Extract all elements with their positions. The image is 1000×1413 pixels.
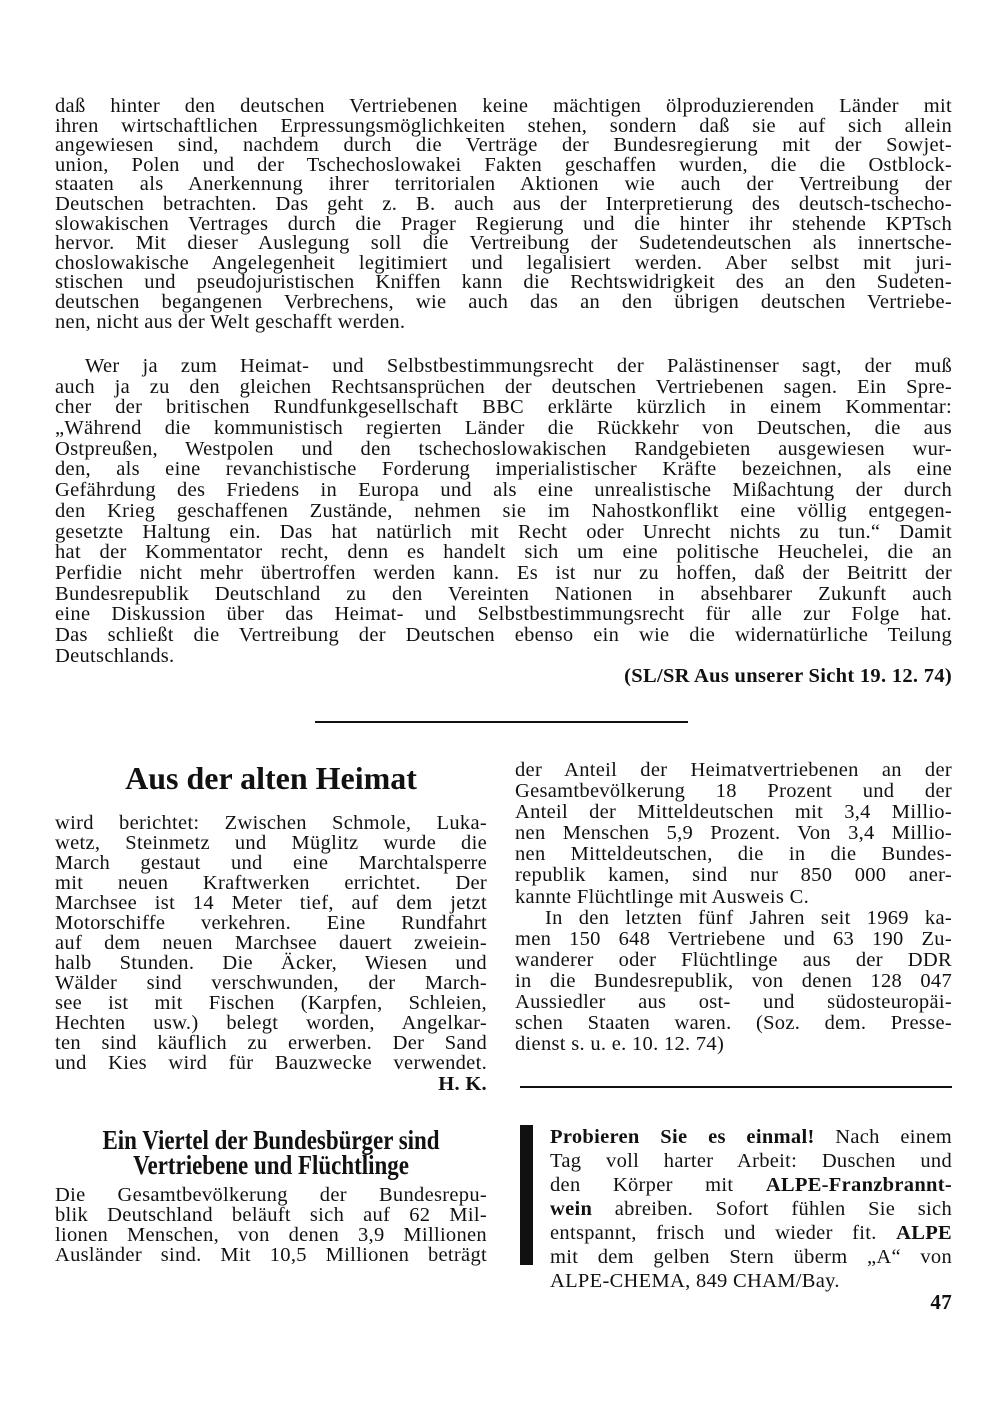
text-line: Deutschlands. [55, 644, 175, 667]
ad-line [550, 1173, 952, 1197]
ad-bold-text: ALPE [896, 1222, 952, 1244]
text-line: Die Gesamtbevölkerung der Bundesrepu- [55, 1184, 487, 1206]
text-line: mit neuen Kraftwerken errichtet. Der [55, 872, 487, 894]
text-line: den Krieg geschaffenen Zustände, nehmen sie im Nahostkonflikt eine völlig entgegen- [55, 499, 952, 522]
text-line: halb Stunden. Die Äcker, Wiesen und [55, 952, 487, 974]
text-line: Ausländer sind. Mit 10,5 Millionen beträgt [55, 1244, 487, 1266]
text-line: kannte Flüchtlinge mit Ausweis C. [515, 885, 810, 908]
text-line: angewiesen sind, nachdem durch die Verträge der Bundesregierung mit der Sowjet- [55, 134, 952, 157]
ad-bold-text: Probieren Sie es einmal! [550, 1126, 815, 1148]
article2-author: H. K. [438, 1073, 487, 1095]
text-line: Anteil der Mitteldeutschen mit 3,4 Millio- [515, 801, 952, 824]
text-line: Bundesrepublik Deutschland zu den Vereinten Nationen in absehbarer Zukunft auch [55, 582, 952, 605]
text-line: hat der Kommentator recht, denn es handelt sich um eine politische Heuchelei, die an [55, 541, 952, 564]
text-line: see ist mit Fischen (Karpfen, Schleien, [55, 992, 487, 1014]
text-line: ten sind käuflich zu erwerben. Der Sand [55, 1032, 487, 1054]
text-line: staaten als Anerkennung ihrer territorialen Aktionen wie auch der Vertreibung der [55, 173, 952, 196]
ad-text: entspannt, frisch und wieder fit. [550, 1222, 897, 1244]
text-line: blik Deutschland beläuft sich auf 62 Mil- [55, 1204, 487, 1226]
article1-paragraph1 [55, 97, 952, 332]
article3-title-line1: Ein Viertel der Bundesbürger sind [102, 1125, 440, 1155]
page-number: 47 [930, 1290, 952, 1314]
text-line: nen, nicht aus der Welt geschafft werden. [55, 310, 406, 333]
text-line: „Während die kommunistisch regierten Länder die Rückkehr von Deutschen, die aus [55, 417, 952, 440]
text-line: dienst s. u. e. 10. 12. 74) [515, 1033, 725, 1056]
article3-title-line2: Vertriebene und Flüchtlinge [133, 1150, 409, 1180]
text-line: und Kies wird für Bauzwecke verwendet. [55, 1052, 487, 1074]
ad-bold-text: ALPE-Franzbrannt- [765, 1174, 952, 1196]
text-line: wanderer oder Flüchtlinge aus der DDR [515, 948, 952, 971]
text-line: deutschen begangenen Verbrechens, wie auch das an den übrigen deutschen Vertriebe- [55, 290, 952, 313]
text-line: der Anteil der Heimatvertriebenen an der [515, 759, 952, 781]
ad-text: ALPE-CHEMA, 849 CHAM/Bay. [550, 1270, 840, 1292]
text-line: hervor. Mit dieser Auslegung soll die Vertreibung der Sudetendeutschen als innertsche- [55, 232, 952, 255]
article3-body-left [55, 1185, 487, 1265]
advertisement [550, 1125, 952, 1293]
article2-title: Aus der alten Heimat [125, 760, 417, 796]
text-line: Wer ja zum Heimat- und Selbstbestimmungsrecht der Palästinenser sagt, der muß [85, 355, 952, 377]
text-line: den, als eine revanchistische Forderung imperialistischer Kräfte bezeichnen, als eine [55, 458, 952, 481]
text-line: lionen Menschen, von denen 3,9 Millionen [55, 1224, 487, 1246]
text-line: auch ja zu den gleichen Rechtsansprüchen der deutschen Vertriebenen sagen. Ein Spre- [55, 375, 952, 398]
text-line: nen Mitteldeutschen, die in die Bundes- [515, 843, 952, 866]
text-line: stischen und pseudojuristischen Kniffen kann die Rechtswidrigkeit des an den Sudeten- [55, 271, 952, 294]
text-line: In den letzten fünf Jahren seit 1969 ka- [545, 906, 952, 929]
ad-bold-text: wein [550, 1198, 593, 1220]
text-line: Marchsee ist 14 Meter tief, auf dem jetzt [55, 892, 487, 914]
ad-line [550, 1149, 952, 1173]
text-line: Wälder sind verschwunden, der March- [55, 972, 487, 994]
text-line: slowakischen Vertrages durch die Prager Regierung und die hinter ihr stehende KPTsch [55, 212, 952, 235]
text-line: daß hinter den deutschen Vertriebenen keine mächtigen ölproduzierenden Länder mit [55, 95, 952, 117]
text-line: Ostpreußen, Westpolen und den tschechoslowakischen Randgebieten ausgewiesen wur- [55, 437, 952, 460]
text-line: wetz, Steinmetz und Müglitz wurde die [55, 832, 487, 854]
article1-paragraph2 [55, 356, 952, 666]
ad-text: den Körper mit [550, 1174, 766, 1196]
text-line: Gefährdung des Friedens in Europa und als eine unrealistische Mißachtung der durch [55, 479, 952, 502]
text-line: wird berichtet: Zwischen Schmole, Luka- [55, 812, 487, 834]
ad-line [550, 1269, 952, 1293]
text-line: nen Menschen 5,9 Prozent. Von 3,4 Millio- [515, 822, 952, 845]
text-line: ihren wirtschaftlichen Erpressungsmöglichkeiten stehen, sondern daß sie auf sich allein [55, 114, 952, 137]
text-line: choslowakische Angelegenheit legitimiert und legalisiert werden. Aber selbst mit juri- [55, 251, 952, 274]
text-line: men 150 648 Vertriebene und 63 190 Zu- [515, 927, 952, 950]
ad-line [550, 1125, 952, 1149]
ad-line [550, 1197, 952, 1221]
text-line: schen Staaten waren. (Soz. dem. Presse- [515, 1012, 952, 1035]
column-divider [520, 1086, 952, 1088]
text-line: in die Bundesrepublik, von denen 128 047 [515, 969, 952, 992]
text-line: Motorschiffe verkehren. Eine Rundfahrt [55, 912, 487, 934]
ad-text: abreiben. Sofort fühlen Sie sich [592, 1198, 952, 1220]
ad-text: Nach einem [814, 1126, 952, 1148]
section-divider [315, 721, 688, 723]
text-line: eine Diskussion über das Heimat- und Selbstbestimmungsrecht für alle zur Folge hat. [55, 603, 952, 626]
ad-text: Tag voll harter Arbeit: Duschen und [550, 1150, 952, 1172]
text-line: Hechten usw.) belegt worden, Angelkar- [55, 1012, 487, 1034]
text-line: cher der britischen Rundfunkgesellschaft BBC erklärte kürzlich in einem Kommentar: [55, 396, 952, 419]
text-line: gesetzte Haltung ein. Das hat natürlich mit Recht oder Unrecht nichts zu tun.“ Damit [55, 520, 952, 543]
text-line: Perfidie nicht mehr übertroffen werden kann. Es ist nur zu hoffen, daß der Beitritt der [55, 561, 952, 584]
text-line: Das schließt die Vertreibung der Deutschen ebenso ein wie die widernatürliche Teilung [55, 623, 952, 646]
text-line: Deutschen betrachten. Das geht z. B. auch aus der Interpretierung des deutsch-tschecho- [55, 192, 952, 215]
text-line: auf dem neuen Marchsee dauert zweiein- [55, 932, 487, 954]
text-line: union, Polen und der Tschechoslowakei Fakten geschaffen wurden, die die Ostblock- [55, 153, 952, 176]
article3-body-right [515, 760, 952, 1055]
ad-line [550, 1221, 952, 1245]
text-line: Aussiedler aus ost- und südosteuropäi- [515, 991, 952, 1014]
text-line: March gestaut und eine Marchtalsperre [55, 852, 487, 874]
text-line: republik kamen, sind nur 850 000 aner- [515, 864, 952, 887]
article1-source: (SL/SR Aus unserer Sicht 19. 12. 74) [624, 665, 952, 687]
ad-line [550, 1245, 952, 1269]
article2-body [55, 813, 487, 1073]
text-line: Gesamtbevölkerung 18 Prozent und der [515, 780, 952, 803]
ad-bar [520, 1125, 533, 1265]
ad-text: mit dem gelben Stern überm „A“ von [550, 1246, 952, 1268]
